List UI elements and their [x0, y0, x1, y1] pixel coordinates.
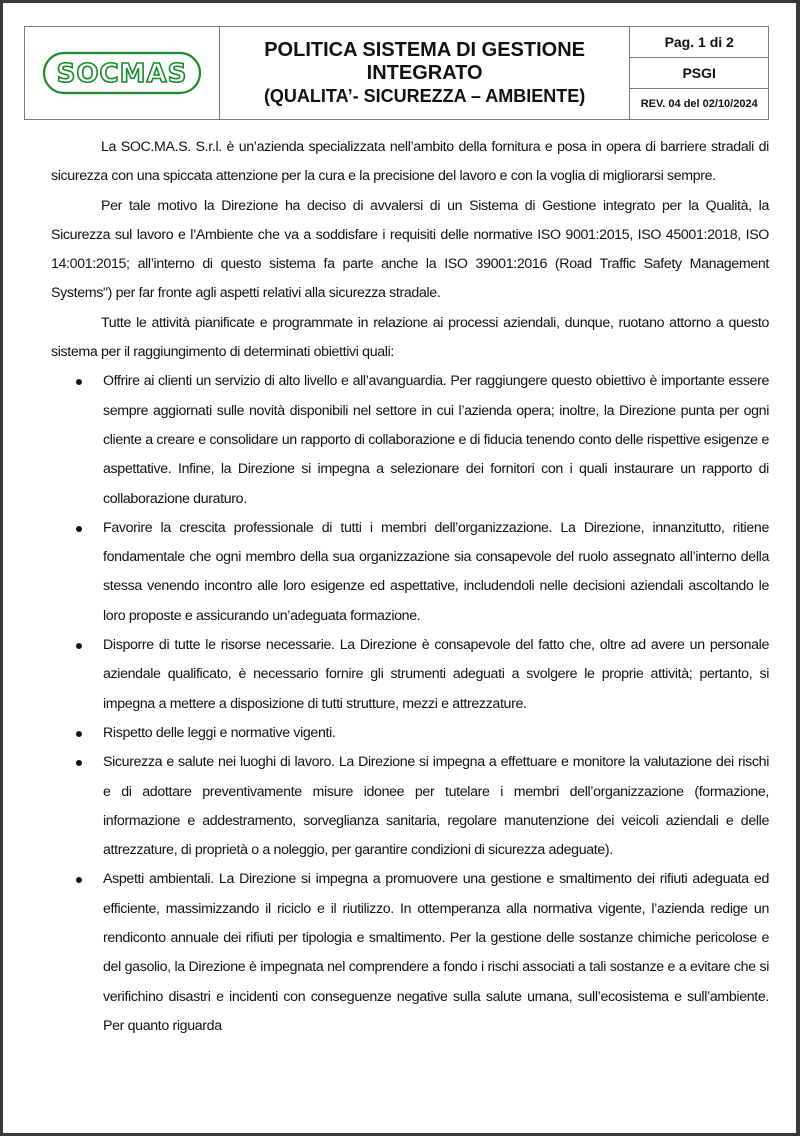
- bullet-icon: [76, 731, 82, 737]
- document-body: [51, 133, 769, 1041]
- objective-text: Favorire la crescita professionale di tutti i membri dell’organizzazione. La Direzione, innanzitutto, ritiene fondamentale che ogni membro della sua organizzazione sia consapevole del ruolo assegnato all’interno della stessa venendo incontro alle loro esigenze ed aspettative, includendoli nelle decisioni aziendali ascoltando le loro proposte e assicurando un’adeguata formazione.: [103, 519, 769, 624]
- page-number: Pag. 1 di 2: [630, 27, 769, 58]
- objective-item-safety: [51, 748, 769, 865]
- bullet-icon: [76, 379, 82, 385]
- integrated-system-paragraph: Per tale motivo la Direzione ha deciso di avvalersi di un Sistema di Gestione integrato per la Qualità, la Sicurezza sul lavoro e l’Ambiente che va a soddisfare i requisiti delle normative ISO 9001:2015, ISO 45001:2018, ISO 14:001:2015; all’interno di questo sistema fa parte anche la ISO 39001:2016 (Road Traffic Safety Management Systems") per far fronte agli aspetti relativi alla sicurezza stradale.: [51, 197, 769, 302]
- document-title-line1: POLITICA SISTEMA DI GESTIONE: [264, 39, 585, 61]
- objective-item-growth: [51, 514, 769, 631]
- svg-text:SOCMAS: SOCMAS: [56, 59, 188, 89]
- objective-item-clients: [51, 367, 769, 513]
- bullet-icon: [76, 643, 82, 649]
- bullet-icon: [76, 526, 82, 532]
- document-code: PSGI: [630, 58, 769, 89]
- socmas-logo: [42, 51, 202, 95]
- objective-item-laws: [51, 719, 769, 748]
- objective-item-resources: [51, 631, 769, 719]
- intro-paragraph: La SOC.MA.S. S.r.l. è un’azienda specializzata nell’ambito della fornitura e posa in opera di barriere stradali di sicurezza con una spiccata attenzione per la cura e la precisione del lavoro e con la voglia di migliorarsi sempre.: [51, 139, 769, 185]
- bullet-icon: [76, 760, 82, 766]
- logo-cell: [25, 27, 220, 120]
- objective-text: Aspetti ambientali. La Direzione si impegna a promuovere una gestione e smaltimento dei rifiuti adeguata ed efficiente, massimizzando il riciclo e il riutilizzo. In ottemperanza alla normativa vigente, l’azienda redige un rendiconto annuale dei rifiuti per tipologia e smaltimento. Per la gestione delle sostanze chimiche pericolose e del gasolio, la Direzione è impegnata nel comprendere a fondo i rischi associati a tali sostanze e a evitare che si verifichino disastri e incidenti con conseguenze negative sulla salute umana, sull’ecosistema e sull’ambiente. Per quanto riguarda: [103, 871, 769, 1034]
- bullet-icon: [76, 877, 82, 883]
- document-title-cell: [219, 27, 630, 120]
- objective-text: Rispetto delle leggi e normative vigenti.: [103, 724, 336, 741]
- objectives-intro-paragraph: Tutte le attività pianificate e programmate in relazione ai processi aziendali, dunque, ruotano attorno a questo sistema per il raggiungimento di determinati obiettivi quali:: [51, 314, 769, 361]
- revision-info: REV. 04 del 02/10/2024: [630, 89, 769, 120]
- objective-text: Disporre di tutte le risorse necessarie. La Direzione è consapevole del fatto che, oltre ad avere un personale aziendale qualificato, è necessario fornire gli strumenti adeguati a svolgere le proprie attività; pertanto, si impegna a mettere a disposizione di tutti strutture, mezzi e attrezzature.: [103, 637, 769, 712]
- document-title-line3: (QUALITA’- SICUREZZA – AMBIENTE): [263, 86, 586, 106]
- objective-text: Sicurezza e salute nei luoghi di lavoro. La Direzione si impegna a effettuare e monitore la valutazione dei rischi e di adottare preventivamente misure idonee per tutelare i membri dell’organizzazione (formazione, informazione e addestramento, sorveglianza sanitaria, regolare manutenzione dei veicoli aziendali e delle attrezzature, di proprietà o a noleggio, per garantire condizioni di sicurezza adeguate).: [103, 754, 769, 859]
- document-title-line2: INTEGRATO: [366, 62, 483, 84]
- document-header: [24, 26, 769, 120]
- objective-item-environment: [51, 865, 769, 1041]
- objectives-list: [51, 367, 769, 1041]
- objective-text: Offrire ai clienti un servizio di alto livello e all’avanguardia. Per raggiungere questo obiettivo è importante essere sempre aggiornati sulle novità disponibili nel settore in cui l’azienda opera; inoltre, la Direzione punta per ogni cliente a creare e consolidare un rapporto di collaborazione e di fiducia tenendo conto delle rispettive esigenze e aspettative. Infine, la Direzione si impegna a selezionare dei fornitori con i quali instaurare un rapporto di collaborazione duraturo.: [103, 373, 769, 507]
